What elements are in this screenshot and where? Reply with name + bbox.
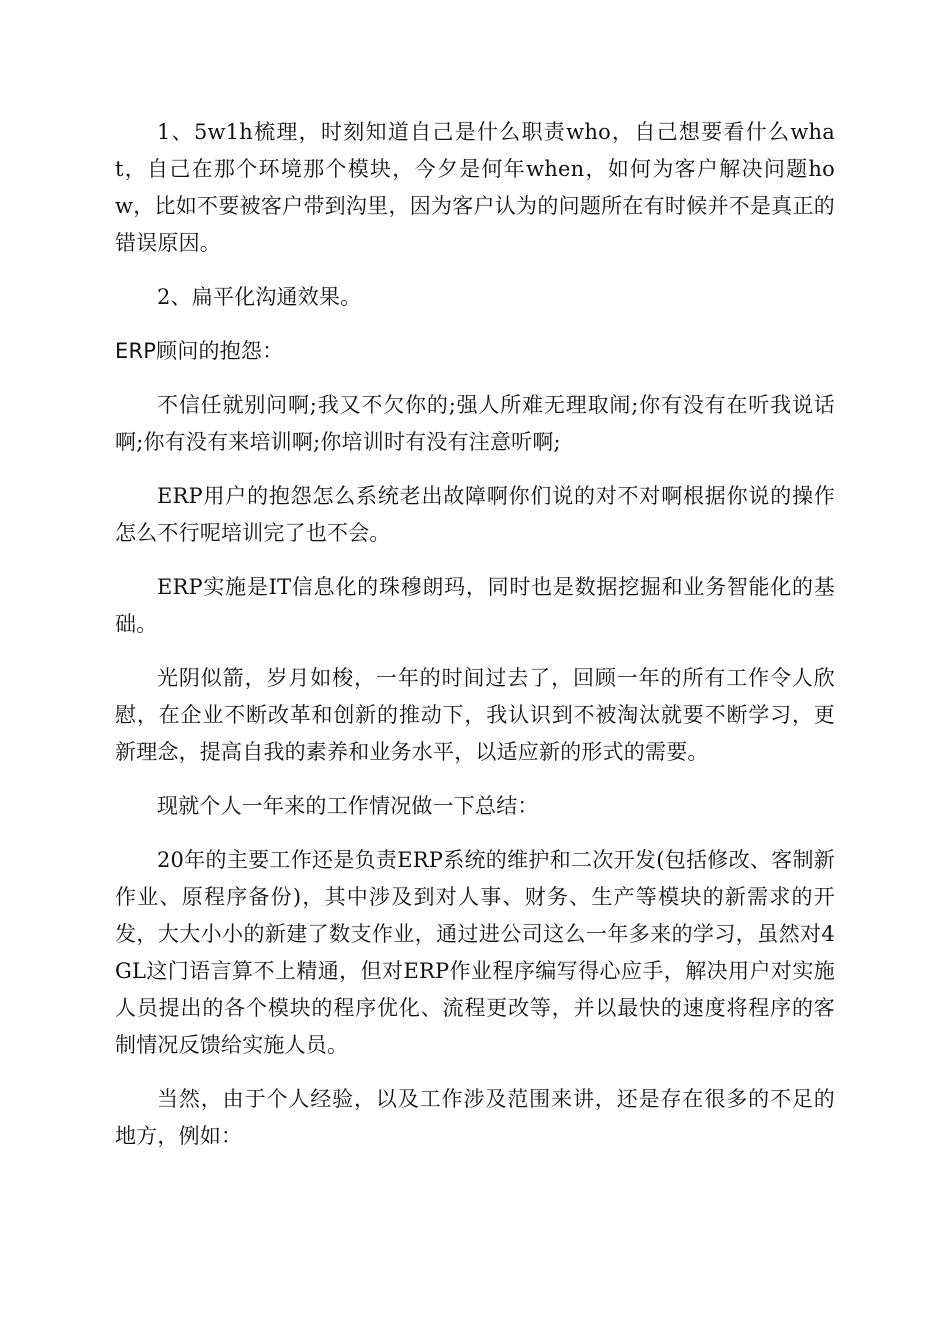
paragraph-year-review: 光阴似箭，岁月如梭，一年的时间过去了，回顾一年的所有工作令人欣慰，在企业不断改革和创新的推动下，我认识到不被淘汰就要不断学习，更新理念，提高自我的素养和业务水平，以适应新的形式的需要。 (115, 666, 835, 764)
paragraph-consultant-complaints-heading: ERP顾问的抱怨： (115, 339, 284, 363)
paragraph-main-work: 20年的主要工作还是负责ERP系统的维护和二次开发(包括修改、客制新作业、原程序备份)，其中涉及到对人事、财务、生产等模块的新需求的开发，大大小小的新建了数支作业，通过进公司这么一年多来的学习，虽然对4GL这门语言算不上精通，但对ERP作业程序编写得心应手，解决用户对实施人员提出的各个模块的程序优化、流程更改等，并以最快的速度将程序的客制情况反馈给实施人员。 (115, 848, 835, 1057)
paragraph-shortcomings: 当然，由于个人经验，以及工作涉及范围来讲，还是存在很多的不足的地方，例如： (115, 1087, 835, 1148)
paragraph-summary-intro: 现就个人一年来的工作情况做一下总结： (157, 794, 539, 818)
paragraph-erp-implementation: ERP实施是IT信息化的珠穆朗玛，同时也是数据挖掘和业务智能化的基础。 (115, 575, 835, 636)
paragraph-user-complaints: ERP用户的抱怨怎么系统老出故障啊你们说的对不对啊根据你说的操作怎么不行呢培训完了也不会。 (115, 484, 835, 545)
paragraph-consultant-complaints: 不信任就别问啊;我又不欠你的;强人所难无理取闹;你有没有在听我说话啊;你有没有来培训啊;你培训时有没有注意听啊; (115, 393, 835, 454)
document-body (115, 114, 835, 1172)
paragraph-flat-communication: 2、扁平化沟通效果。 (157, 285, 362, 309)
paragraph-5w1h: 1、5w1h梳理，时刻知道自己是什么职责who，自己想要看什么what，自己在那个环境那个模块，今夕是何年when，如何为客户解决问题how，比如不要被客户带到沟里，因为客户认为的问题所在有时候并不是真正的错误原因。 (115, 120, 835, 255)
